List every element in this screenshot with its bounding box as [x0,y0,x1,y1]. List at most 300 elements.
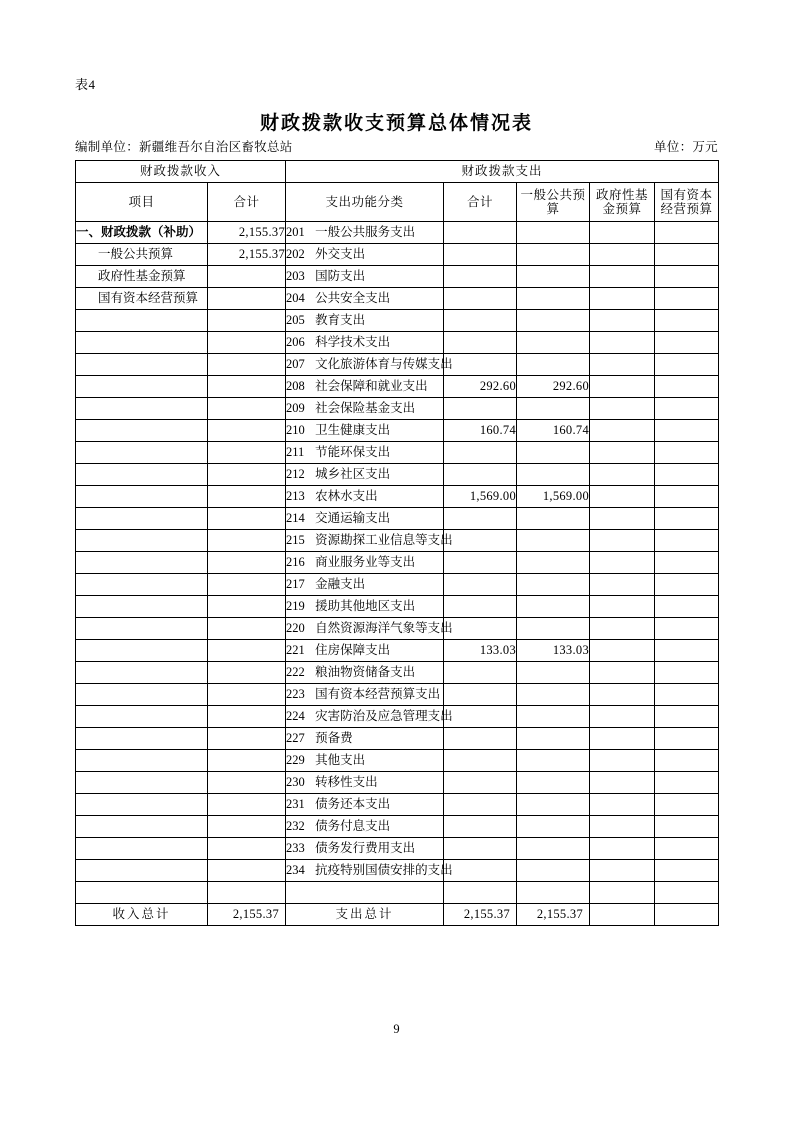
expenditure-gov-fund [590,794,655,816]
spacer-cell [517,882,590,904]
function-code: 231 [286,797,305,812]
expenditure-state-capital [655,288,719,310]
expenditure-function-label [286,574,444,596]
table-row [76,398,719,420]
function-code: 201 [286,225,305,240]
function-name: 交通运输支出 [312,511,391,526]
expenditure-function-label [286,222,444,244]
expenditure-total [444,464,517,486]
expenditure-total-label: 支出总计 [286,904,444,926]
expenditure-state-capital [655,310,719,332]
expenditure-function-label [286,486,444,508]
expenditure-general-public [517,750,590,772]
expenditure-total [444,530,517,552]
expenditure-function-label [286,838,444,860]
expenditure-state-capital [655,266,719,288]
expenditure-general-public [517,288,590,310]
function-name: 公共安全支出 [312,291,391,306]
income-item-amount [208,508,286,530]
income-item-amount [208,332,286,354]
income-item-label [76,376,208,398]
expenditure-total [444,838,517,860]
expenditure-total [444,684,517,706]
col-header-function-class: 支出功能分类 [286,183,444,222]
expenditure-general-public [517,442,590,464]
income-item-label [76,486,208,508]
expenditure-state-capital [655,596,719,618]
expenditure-general-public [517,310,590,332]
expenditure-function-label [286,442,444,464]
table-header [76,161,719,222]
expenditure-function-label [286,420,444,442]
income-item-amount [208,442,286,464]
expenditure-state-capital [655,662,719,684]
expenditure-general-public [517,398,590,420]
expenditure-gov-fund [590,222,655,244]
income-item-label [76,332,208,354]
spacer-cell [444,882,517,904]
expenditure-gov-fund [590,486,655,508]
table-column-header-row [76,183,719,222]
expenditure-general-public [517,838,590,860]
income-item-label: 一、财政拨款（补助） [76,222,208,244]
function-name: 节能环保支出 [312,445,391,460]
expenditure-function-label [286,794,444,816]
income-item-amount [208,816,286,838]
expenditure-gov-fund [590,442,655,464]
function-code: 223 [286,687,305,702]
expenditure-general-public [517,332,590,354]
function-name: 金融支出 [312,577,366,592]
table-group-header-row [76,161,719,183]
col-header-state-capital: 国有资本经营预算 [655,183,719,222]
income-item-amount [208,420,286,442]
function-code: 205 [286,313,305,328]
function-code: 210 [286,423,305,438]
expenditure-general-public [517,508,590,530]
expenditure-total [444,332,517,354]
table-row [76,464,719,486]
income-item-label [76,574,208,596]
function-code: 230 [286,775,305,790]
income-item-amount [208,728,286,750]
table-row [76,728,719,750]
table-row [76,310,719,332]
table-row [76,332,719,354]
expenditure-total [444,266,517,288]
expenditure-total [444,816,517,838]
expenditure-state-capital [655,486,719,508]
expenditure-total-state-capital [655,904,719,926]
income-item-amount [208,860,286,882]
function-name: 商业服务业等支出 [312,555,416,570]
spacer-cell [208,882,286,904]
table-row [76,508,719,530]
table-row [76,860,719,882]
expenditure-state-capital [655,794,719,816]
expenditure-function-label [286,662,444,684]
expenditure-general-public [517,266,590,288]
spacer-cell [590,882,655,904]
table-row [76,640,719,662]
expenditure-general-public [517,552,590,574]
page-number: 9 [393,1022,400,1036]
function-code: 204 [286,291,305,306]
expenditure-gov-fund [590,706,655,728]
function-name: 粮油物资储备支出 [312,665,416,680]
expenditure-function-label [286,728,444,750]
expenditure-gov-fund [590,684,655,706]
function-name: 卫生健康支出 [312,423,391,438]
expenditure-function-label [286,596,444,618]
table-totals-row [76,904,719,926]
expenditure-total [444,772,517,794]
income-item-amount [208,552,286,574]
table-row [76,662,719,684]
page-title: 财政拨款收支预算总体情况表 [259,113,533,134]
expenditure-state-capital [655,574,719,596]
function-name: 债务发行费用支出 [312,841,416,856]
expenditure-general-public [517,662,590,684]
income-item-label [76,838,208,860]
expenditure-function-label [286,640,444,662]
function-code: 202 [286,247,305,262]
expenditure-total [444,860,517,882]
function-code: 215 [286,533,305,548]
income-item-label: 一般公共预算 [76,244,208,266]
function-code: 203 [286,269,305,284]
expenditure-state-capital [655,750,719,772]
expenditure-general-public [517,244,590,266]
income-item-amount [208,684,286,706]
table-row [76,596,719,618]
expenditure-state-capital [655,332,719,354]
table-row [76,750,719,772]
table-row [76,530,719,552]
expenditure-total [444,750,517,772]
expenditure-function-label [286,684,444,706]
function-name: 社会保障和就业支出 [312,379,428,394]
expenditure-gov-fund [590,508,655,530]
expenditure-gov-fund [590,838,655,860]
function-name: 债务付息支出 [312,819,391,834]
expenditure-state-capital [655,442,719,464]
table-row [76,794,719,816]
expenditure-function-label [286,288,444,310]
expenditure-general-public [517,816,590,838]
income-item-label [76,530,208,552]
expenditure-state-capital [655,860,719,882]
expenditure-total: 133.03 [444,640,517,662]
function-name: 社会保险基金支出 [312,401,416,416]
income-item-amount [208,662,286,684]
expenditure-gov-fund [590,552,655,574]
expenditure-total [444,706,517,728]
expenditure-total [444,442,517,464]
table-row [76,486,719,508]
expenditure-function-label [286,772,444,794]
col-header-exp-total: 合计 [444,183,517,222]
table-row [76,684,719,706]
function-code: 206 [286,335,305,350]
expenditure-gov-fund [590,772,655,794]
income-item-amount: 2,155.37 [208,222,286,244]
expenditure-general-public [517,222,590,244]
expenditure-function-label [286,552,444,574]
expenditure-state-capital [655,640,719,662]
income-item-label: 国有资本经营预算 [76,288,208,310]
expenditure-state-capital [655,398,719,420]
function-name: 教育支出 [312,313,366,328]
table-row [76,222,719,244]
table-row [76,376,719,398]
expenditure-total [444,618,517,640]
function-code: 222 [286,665,305,680]
function-code: 208 [286,379,305,394]
expenditure-general-public [517,530,590,552]
expenditure-state-capital [655,530,719,552]
amount-unit-label: 单位：万元 [653,140,718,154]
expenditure-gov-fund [590,530,655,552]
function-name: 住房保障支出 [312,643,391,658]
table-row [76,442,719,464]
function-code: 213 [286,489,305,504]
income-item-amount [208,266,286,288]
spacer-cell [655,882,719,904]
function-code: 227 [286,731,305,746]
expenditure-function-label [286,464,444,486]
expenditure-total [444,398,517,420]
expenditure-state-capital [655,222,719,244]
expenditure-gov-fund [590,398,655,420]
expenditure-total: 1,569.00 [444,486,517,508]
expenditure-state-capital [655,508,719,530]
income-item-amount [208,750,286,772]
expenditure-state-capital [655,728,719,750]
function-name: 国防支出 [312,269,366,284]
table-row [76,266,719,288]
function-name: 科学技术支出 [312,335,391,350]
expenditure-gov-fund [590,420,655,442]
income-item-label [76,816,208,838]
income-item-label [76,772,208,794]
expenditure-gov-fund [590,728,655,750]
income-item-amount [208,310,286,332]
function-name: 灾害防治及应急管理支出 [312,709,453,724]
expenditure-function-label [286,354,453,376]
income-item-label [76,728,208,750]
income-item-label [76,508,208,530]
function-code: 233 [286,841,305,856]
expenditure-total [444,728,517,750]
expenditure-total: 160.74 [444,420,517,442]
expenditure-total [444,310,517,332]
col-header-item: 项目 [76,183,208,222]
table-row [76,420,719,442]
budget-table [75,160,719,926]
col-header-gov-fund: 政府性基金预算 [590,183,655,222]
expenditure-general-public [517,860,590,882]
income-item-label [76,398,208,420]
expenditure-gov-fund [590,464,655,486]
expenditure-general-public [517,618,590,640]
expenditure-general-public: 1,569.00 [517,486,590,508]
expenditure-gov-fund [590,288,655,310]
expenditure-general-public: 133.03 [517,640,590,662]
income-item-label [76,640,208,662]
expenditure-state-capital [655,244,719,266]
expenditure-function-label [286,310,444,332]
function-code: 232 [286,819,305,834]
income-item-amount [208,772,286,794]
expenditure-function-label [286,398,444,420]
function-name: 国有资本经营预算支出 [312,687,441,702]
expenditure-function-label [286,750,444,772]
expenditure-gov-fund [590,574,655,596]
expenditure-general-public [517,728,590,750]
expenditure-state-capital [655,376,719,398]
function-code: 209 [286,401,305,416]
income-item-label [76,794,208,816]
income-item-label [76,618,208,640]
function-code: 220 [286,621,305,636]
expenditure-total [444,288,517,310]
function-name: 自然资源海洋气象等支出 [312,621,453,636]
expenditure-gov-fund [590,750,655,772]
expenditure-state-capital [655,772,719,794]
function-code: 211 [286,445,305,460]
table-row [76,354,719,376]
sheet-label: 表4 [75,77,96,92]
expenditure-state-capital [655,838,719,860]
income-item-amount: 2,155.37 [208,244,286,266]
expenditure-total [444,596,517,618]
income-item-amount [208,596,286,618]
function-name: 抗疫特别国债安排的支出 [312,863,453,878]
expenditure-total-amount: 2,155.37 [444,904,517,926]
table-row [76,574,719,596]
table-row [76,288,719,310]
spacer-cell [286,882,444,904]
expenditure-total [444,222,517,244]
income-item-label [76,750,208,772]
function-code: 212 [286,467,305,482]
expenditure-general-public: 292.60 [517,376,590,398]
expenditure-state-capital [655,354,719,376]
income-item-label [76,552,208,574]
meta-row [75,137,718,155]
income-item-amount [208,398,286,420]
expenditure-function-label [286,376,444,398]
income-item-label [76,442,208,464]
expenditure-total [444,354,517,376]
expenditure-gov-fund [590,860,655,882]
function-name: 文化旅游体育与传媒支出 [312,357,453,372]
function-name: 外交支出 [312,247,366,262]
income-item-amount [208,794,286,816]
expenditure-general-public [517,772,590,794]
expenditure-gov-fund [590,662,655,684]
expenditure-total [444,508,517,530]
expenditure-total-gov-fund [590,904,655,926]
expenditure-gov-fund [590,596,655,618]
expenditure-gov-fund [590,354,655,376]
expenditure-state-capital [655,816,719,838]
income-item-amount [208,354,286,376]
table-row [76,552,719,574]
income-item-amount [208,376,286,398]
function-code: 217 [286,577,305,592]
income-item-label [76,860,208,882]
table-row [76,244,719,266]
expenditure-gov-fund [590,266,655,288]
expenditure-general-public [517,464,590,486]
expenditure-general-public [517,574,590,596]
function-code: 207 [286,357,305,372]
function-name: 债务还本支出 [312,797,391,812]
function-name: 一般公共服务支出 [312,225,416,240]
expenditure-gov-fund [590,640,655,662]
group-header-expenditure: 财政拨款支出 [286,161,719,183]
expenditure-general-public [517,596,590,618]
expenditure-general-public [517,684,590,706]
expenditure-gov-fund [590,618,655,640]
expenditure-general-public [517,354,590,376]
expenditure-total [444,244,517,266]
expenditure-gov-fund [590,332,655,354]
income-item-amount [208,486,286,508]
expenditure-function-label [286,332,444,354]
expenditure-function-label [286,618,453,640]
income-item-amount [208,838,286,860]
expenditure-function-label [286,266,444,288]
expenditure-total: 292.60 [444,376,517,398]
function-code: 229 [286,753,305,768]
income-item-amount [208,530,286,552]
expenditure-state-capital [655,464,719,486]
table-row [76,816,719,838]
income-item-amount [208,464,286,486]
table-row [76,772,719,794]
table-row [76,618,719,640]
expenditure-function-label [286,530,453,552]
expenditure-function-label [286,706,453,728]
function-name: 农林水支出 [312,489,378,504]
spacer-cell [76,882,208,904]
function-code: 216 [286,555,305,570]
table-spacer-row [76,882,719,904]
function-name: 其他支出 [312,753,366,768]
expenditure-state-capital [655,618,719,640]
income-item-label [76,596,208,618]
function-code: 224 [286,709,305,724]
income-item-label [76,464,208,486]
expenditure-general-public [517,794,590,816]
function-name: 援助其他地区支出 [312,599,416,614]
col-header-general-public: 一般公共预算 [517,183,590,222]
income-total-amount: 2,155.37 [208,904,286,926]
function-code: 221 [286,643,305,658]
income-total-label: 收入总计 [76,904,208,926]
function-code: 234 [286,863,305,878]
expenditure-total [444,574,517,596]
group-header-income: 财政拨款收入 [76,161,286,183]
expenditure-general-public: 160.74 [517,420,590,442]
function-name: 预备费 [312,731,353,746]
expenditure-total [444,552,517,574]
income-item-amount [208,288,286,310]
function-code: 219 [286,599,305,614]
